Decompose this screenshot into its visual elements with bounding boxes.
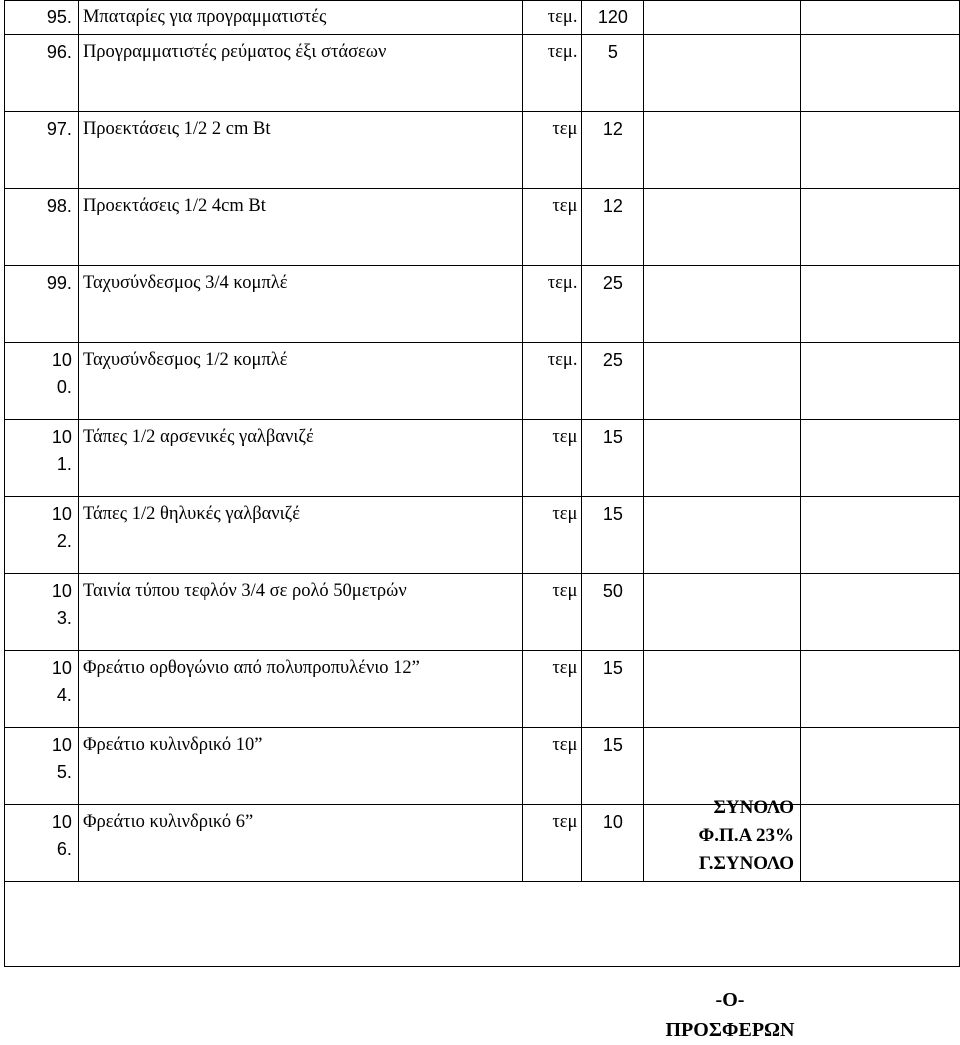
item-description: Ταχυσύνδεσμος 3/4 κομπλέ [78,266,522,343]
item-number: 10 1. [5,420,79,497]
item-unit: τεμ [522,497,582,574]
item-description: Φρεάτιο κυλινδρικό 10” [78,728,522,805]
total-label: ΣΥΝΟΛΟ [713,797,794,818]
item-total [801,189,960,266]
item-quantity: 50 [582,574,644,651]
table-row [5,112,960,189]
item-description: Προεκτάσεις 1/2 2 cm Bt [78,112,522,189]
item-unit-price [644,266,801,343]
item-number: 98. [5,189,79,266]
summary-cell [5,882,960,967]
table-row [5,728,960,805]
item-unit: τεμ [522,420,582,497]
item-quantity: 120 [582,1,644,35]
item-quantity: 25 [582,343,644,420]
grand-total-label: Γ.ΣΥΝΟΛΟ [698,853,794,874]
item-unit: τεμ [522,805,582,882]
item-unit: τεμ. [522,343,582,420]
item-number: 10 5. [5,728,79,805]
item-unit-price [644,651,801,728]
item-number: 10 3. [5,574,79,651]
item-total [801,805,960,882]
item-number: 10 2. [5,497,79,574]
item-unit: τεμ [522,651,582,728]
item-unit-price [644,574,801,651]
table-row [5,420,960,497]
item-description: Φρεάτιο ορθογώνιο από πολυπροπυλένιο 12” [78,651,522,728]
item-description: Ταινία τύπου τεφλόν 3/4 σε ρολό 50μετρών [78,574,522,651]
item-unit-price [644,35,801,112]
item-total [801,1,960,35]
table-row [5,1,960,35]
item-quantity: 15 [582,497,644,574]
item-quantity: 12 [582,112,644,189]
item-unit: τεμ [522,189,582,266]
item-quantity: 5 [582,35,644,112]
item-description: Προεκτάσεις 1/2 4cm Bt [78,189,522,266]
item-description: Ταχυσύνδεσμος 1/2 κομπλέ [78,343,522,420]
item-quantity: 12 [582,189,644,266]
item-unit-price [644,728,801,805]
item-total [801,574,960,651]
item-number: 10 6. [5,805,79,882]
table-row [5,189,960,266]
table-row [5,651,960,728]
item-total [801,343,960,420]
footer-line-1: -Ο- [715,989,745,1011]
item-unit-price [644,343,801,420]
item-unit: τεμ [522,112,582,189]
vat-label: Φ.Π.Α 23% [698,825,794,846]
item-unit-price [644,112,801,189]
item-number: 10 0. [5,343,79,420]
item-total [801,112,960,189]
item-description: Μπαταρίες για προγραμματιστές [78,1,522,35]
table-row [5,35,960,112]
item-number: 99. [5,266,79,343]
item-unit: τεμ. [522,1,582,35]
table-row [5,343,960,420]
summary-labels [699,794,794,878]
item-unit: τεμ. [522,35,582,112]
item-description: Προγραμματιστές ρεύματος έξι στάσεων [78,35,522,112]
signature-block [640,985,820,1045]
item-unit: τεμ [522,574,582,651]
item-total [801,420,960,497]
item-total [801,651,960,728]
item-total [801,497,960,574]
item-number: 10 4. [5,651,79,728]
item-quantity: 15 [582,420,644,497]
item-unit: τεμ [522,728,582,805]
item-number: 95. [5,1,79,35]
summary-row [5,882,960,967]
item-total [801,266,960,343]
item-unit-price [644,1,801,35]
item-unit-price [644,420,801,497]
item-quantity: 15 [582,728,644,805]
table-row [5,805,960,882]
item-quantity: 25 [582,266,644,343]
footer-line-2: ΠΡΟΣΦΕΡΩΝ [665,1019,795,1041]
item-number: 96. [5,35,79,112]
item-description: Φρεάτιο κυλινδρικό 6” [78,805,522,882]
item-unit-price [644,189,801,266]
item-number: 97. [5,112,79,189]
item-unit-price [644,497,801,574]
item-description: Τάπες 1/2 θηλυκές γαλβανιζέ [78,497,522,574]
item-quantity: 15 [582,651,644,728]
item-total [801,35,960,112]
items-table [4,0,960,967]
table-row [5,497,960,574]
item-description: Τάπες 1/2 αρσενικές γαλβανιζέ [78,420,522,497]
table-row [5,266,960,343]
item-quantity: 10 [582,805,644,882]
item-unit: τεμ. [522,266,582,343]
item-total [801,728,960,805]
table-row [5,574,960,651]
